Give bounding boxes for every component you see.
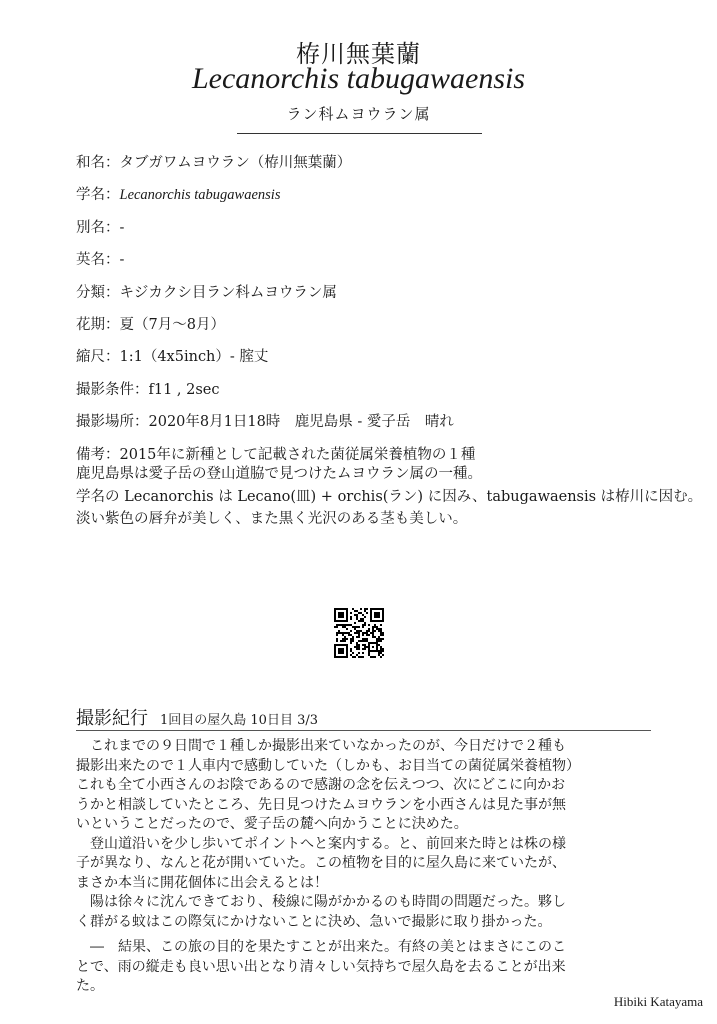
field-value: 夏（7月〜8月） [119,317,225,333]
journal-line: これも全て小西さんのお陰であるので感謝の念を伝えつつ、次にどこに向かお [76,777,566,793]
description-line: 淡い紫色の唇弁が美しく、また黒く光沢のある茎も美しい。 [76,511,468,527]
journal-line: 撮影出来たので１人車内で感動していた（しかも、お目当ての菌従属栄養植物） [76,757,580,774]
journal-subtitle: 1回目の屋久島 10日目 3/3 [160,713,318,728]
field-value: タブガワムヨウラン（栫川無葉蘭） [119,155,352,171]
field-value: - [119,252,125,269]
field-label: 英名： [76,252,120,269]
field-value: 1:1（4x5inch）- 腟丈 [119,349,269,366]
header-divider [237,133,482,134]
journal-line: うかと相談していたところ、先日見つけたムヨウランを小西さんは見た事が無 [76,796,566,813]
field-label: 和名： [76,155,120,171]
field-label: 別名： [76,219,120,236]
field-row [76,183,280,204]
field-row [76,151,351,172]
journal-line: いということだったので、愛子岳の麓へ向かうことに決めた。 [76,816,468,832]
field-row [76,378,220,399]
journal-line: 子が異なり、なんと花が開いていた。この植物を目的に屋久島に来ていたが、 [76,855,566,871]
journal-line: これまでの９日間で１種しか撮影出来ていなかったのが、今日だけで２種も [76,738,566,754]
field-value: 2015年に新種として記載された菌従属栄養植物の１種 [119,446,476,463]
field-row [76,313,225,334]
title-family: ラン科ムヨウラン属 [286,105,431,123]
field-label: 縮尺： [76,349,120,366]
description-line: 学名の Lecanorchis は Lecano(皿) + orchis(ラン) に因み、tabugawaensis は栫川に因む。 [76,488,703,505]
title-latin: Lecanorchis tabugawaensis [191,62,526,95]
journal-line: 登山道沿いを少し歩いてポイントへと案内する。と、前回来た時とは株の様 [76,835,566,852]
journal-title: 撮影紀行 [76,708,148,729]
journal-line: とで、雨の縦走も良い思い出となり清々しい気持ちで屋久島を去ることが出来 [76,958,566,975]
journal-line: く群がる蚊はこの際気にかけないことに決め、急いで撮影に取り掛かった。 [76,913,552,930]
journal-body [76,737,651,997]
field-row [76,410,454,431]
field-value: 2020年8月1日18時 鹿児島県 - 愛子岳 晴れ [148,414,454,431]
field-row [76,443,475,464]
field-label: 撮影場所： [76,414,149,431]
field-row [76,248,124,269]
description-line: 鹿児島県は愛子岳の登山道脇で見つけたムヨウラン属の一種。 [76,466,482,482]
field-row [76,281,337,302]
title-japanese: 栫川無葉蘭 [296,40,421,68]
field-value: キジカクシ目ラン科ムヨウラン属 [119,284,337,301]
journal-line: 陽は徐々に沈んできており、稜線に陽がかかるのも時間の問題だった。夥し [76,894,566,910]
journal-line: ― 結果、この旅の目的を果たすことが出来た。有終の美とはまさにこのこ [76,939,566,955]
field-value: f11 , 2sec [148,381,220,398]
field-label: 分類： [76,284,120,301]
field-row [76,216,124,237]
field-row [76,345,268,366]
field-label: 備考： [76,446,120,463]
description [76,463,703,531]
field-label: 学名： [76,187,120,204]
journal-divider [76,730,651,731]
journal-heading [76,704,318,730]
field-label: 花期： [76,317,120,333]
field-label: 撮影条件： [76,381,149,398]
field-value: - [119,219,125,236]
author-name: Hibiki Katayama [613,994,703,1009]
field-value: Lecanorchis tabugawaensis [119,187,281,204]
qr-code-icon [334,608,384,658]
journal-line: た。 [76,978,104,994]
journal-line: まさか本当に開花個体に出会えるとは！ [76,874,328,891]
